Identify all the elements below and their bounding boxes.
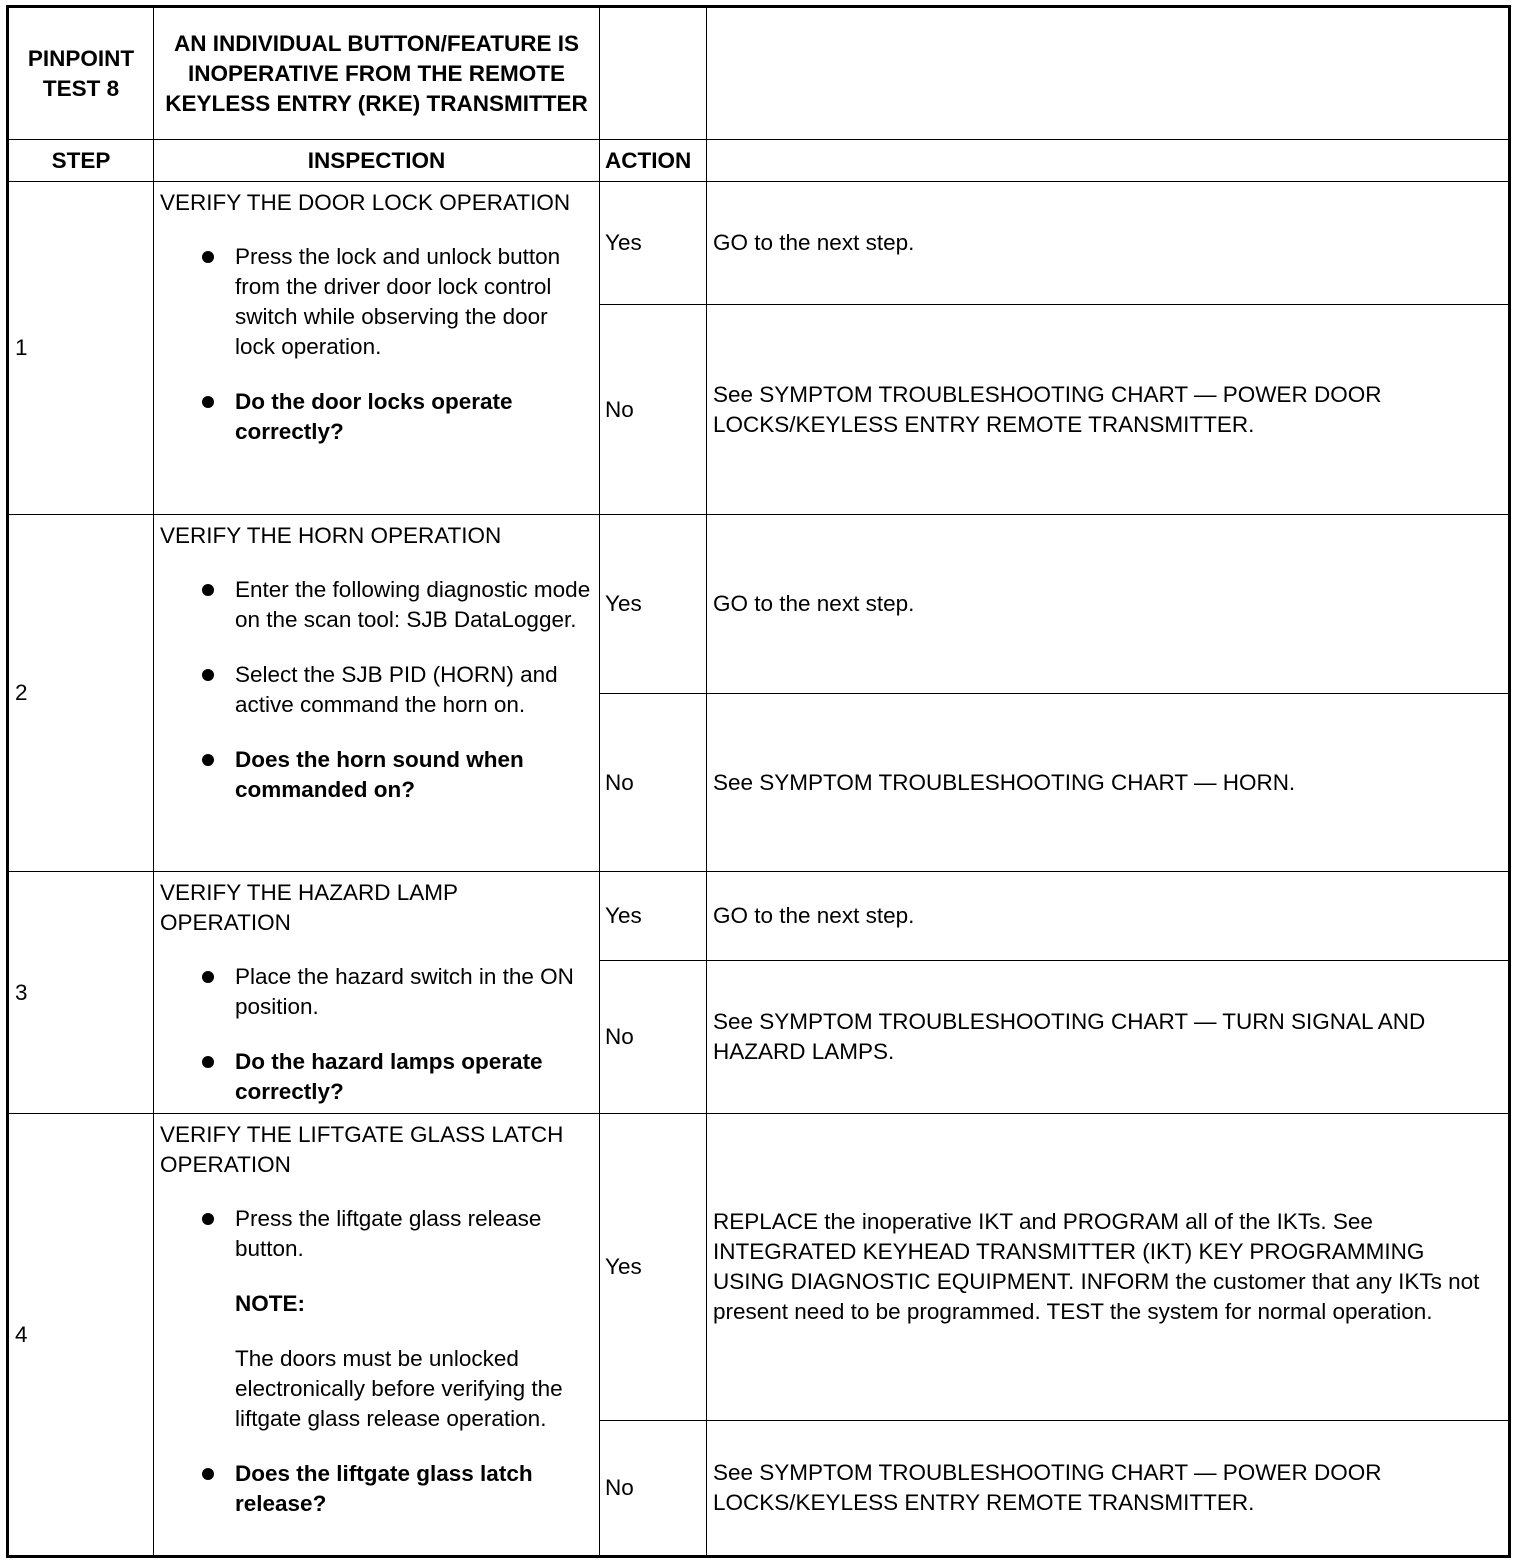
action-no-text: See SYMPTOM TROUBLESHOOTING CHART — POWER DOOR LOCKS/KEYLESS ENTRY REMOTE TRANSMITTER. xyxy=(707,1421,1510,1557)
bullet-icon xyxy=(202,669,214,681)
step-number: 2 xyxy=(8,515,154,872)
bullet-icon xyxy=(202,754,214,766)
action-no-label: No xyxy=(600,961,707,1114)
bullet-text: Enter the following diagnostic mode on the scan tool: SJB DataLogger. xyxy=(235,577,591,632)
action-no-text: See SYMPTOM TROUBLESHOOTING CHART — TURN SIGNAL AND HAZARD LAMPS. xyxy=(707,961,1510,1114)
column-header-row xyxy=(8,140,1510,182)
list-item xyxy=(160,387,591,447)
list-item xyxy=(160,745,591,805)
title-row xyxy=(8,7,1510,140)
action-yes-text: GO to the next step. xyxy=(707,515,1510,694)
list-item xyxy=(160,1204,591,1434)
pinpoint-test-title: AN INDIVIDUAL BUTTON/FEATURE IS INOPERATIVE FROM THE REMOTE KEYLESS ENTRY (RKE) TRANSMITTER xyxy=(154,7,600,140)
list-item xyxy=(160,242,591,362)
step-row-2-yes xyxy=(8,515,1510,694)
pinpoint-test-table xyxy=(6,5,1511,1558)
note-text: The doors must be unlocked electronically before verifying the liftgate glass release operation. xyxy=(235,1346,563,1431)
bullet-icon xyxy=(202,584,214,596)
note-label: NOTE: xyxy=(235,1291,305,1316)
header-empty-cell xyxy=(707,7,1510,140)
action-no-text: See SYMPTOM TROUBLESHOOTING CHART — HORN. xyxy=(707,694,1510,872)
action-no-label: No xyxy=(600,305,707,515)
action-yes-label: Yes xyxy=(600,515,707,694)
step-number: 4 xyxy=(8,1114,154,1557)
action-yes-label: Yes xyxy=(600,1114,707,1421)
action-yes-text: GO to the next step. xyxy=(707,872,1510,961)
inspection-title: VERIFY THE HORN OPERATION xyxy=(160,523,502,548)
bullet-icon xyxy=(202,251,214,263)
bullet-icon xyxy=(202,1056,214,1068)
action-no-text: See SYMPTOM TROUBLESHOOTING CHART — POWER DOOR LOCKS/KEYLESS ENTRY REMOTE TRANSMITTER. xyxy=(707,305,1510,515)
inspection-question: Does the horn sound when commanded on? xyxy=(235,747,524,802)
inspection-title: VERIFY THE LIFTGATE GLASS LATCH OPERATION xyxy=(160,1122,564,1177)
bullet-icon xyxy=(202,396,214,408)
list-item xyxy=(160,575,591,635)
list-item xyxy=(160,660,591,720)
inspection-question: Do the hazard lamps operate correctly? xyxy=(235,1049,543,1104)
bullet-icon xyxy=(202,1213,214,1225)
inspection-bullets xyxy=(160,1204,591,1519)
column-header-empty xyxy=(707,140,1510,182)
inspection-bullets xyxy=(160,242,591,447)
bullet-icon xyxy=(202,1468,214,1480)
action-no-label: No xyxy=(600,1421,707,1557)
bullet-text: Select the SJB PID (HORN) and active command the horn on. xyxy=(235,662,558,717)
inspection-question: Does the liftgate glass latch release? xyxy=(235,1461,533,1516)
bullet-icon xyxy=(202,971,214,983)
action-yes-label: Yes xyxy=(600,182,707,305)
step-row-1-yes xyxy=(8,182,1510,305)
step-number: 1 xyxy=(8,182,154,515)
inspection-cell xyxy=(154,182,600,515)
inspection-question: Do the door locks operate correctly? xyxy=(235,389,513,444)
column-header-action: ACTION xyxy=(600,140,707,182)
inspection-cell xyxy=(154,872,600,1114)
list-item xyxy=(160,1459,591,1519)
list-item xyxy=(160,1047,591,1107)
list-item xyxy=(160,962,591,1022)
step-row-4-yes xyxy=(8,1114,1510,1421)
action-no-label: No xyxy=(600,694,707,872)
action-yes-label: Yes xyxy=(600,872,707,961)
action-yes-text: REPLACE the inoperative IKT and PROGRAM all of the IKTs. See INTEGRATED KEYHEAD TRANSMITTER (IKT) KEY PROGRAMMING USING DIAGNOSTIC EQUIPMENT. INFORM the customer that any IKTs not present need to be programmed. TEST the system for normal operation. xyxy=(707,1114,1510,1421)
column-header-inspection: INSPECTION xyxy=(154,140,600,182)
inspection-cell xyxy=(154,515,600,872)
bullet-text: Press the lock and unlock button from the driver door lock control switch while observing the door lock operation. xyxy=(235,244,561,359)
inspection-title: VERIFY THE HAZARD LAMP OPERATION xyxy=(160,880,458,935)
pinpoint-test-label: PINPOINT TEST 8 xyxy=(8,7,154,140)
step-number: 3 xyxy=(8,872,154,1114)
header-empty-cell xyxy=(600,7,707,140)
action-yes-text: GO to the next step. xyxy=(707,182,1510,305)
inspection-title: VERIFY THE DOOR LOCK OPERATION xyxy=(160,190,571,215)
column-header-step: STEP xyxy=(8,140,154,182)
inspection-cell xyxy=(154,1114,600,1557)
step-row-3-yes xyxy=(8,872,1510,961)
inspection-bullets xyxy=(160,575,591,805)
bullet-text: Press the liftgate glass release button. xyxy=(235,1206,542,1261)
bullet-text: Place the hazard switch in the ON position. xyxy=(235,964,574,1019)
inspection-bullets xyxy=(160,962,591,1107)
